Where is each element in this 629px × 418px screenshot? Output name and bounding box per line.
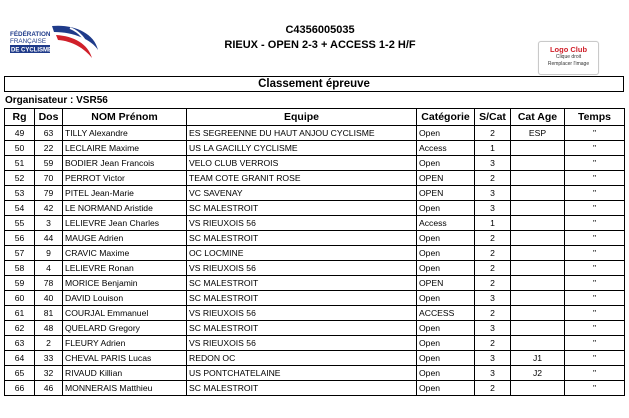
club-logo-hint-2: Remplacer l'image bbox=[547, 61, 590, 67]
cell-team: SC MALESTROIT bbox=[187, 201, 417, 216]
cell-time: " bbox=[565, 171, 625, 186]
race-title: RIEUX - OPEN 2-3 + ACCESS 1-2 H/F bbox=[224, 39, 416, 51]
cell-rank: 62 bbox=[5, 321, 35, 336]
cell-bib: 4 bbox=[35, 261, 63, 276]
cell-age-category bbox=[511, 201, 565, 216]
cell-team: VELO CLUB VERROIS bbox=[187, 156, 417, 171]
cell-bib: 42 bbox=[35, 201, 63, 216]
cell-team: SC MALESTROIT bbox=[187, 291, 417, 306]
cell-team: VS RIEUXOIS 56 bbox=[187, 216, 417, 231]
svg-text:DE CYCLISME: DE CYCLISME bbox=[11, 47, 53, 54]
cell-subcategory: 3 bbox=[475, 186, 511, 201]
cell-category: OPEN bbox=[417, 186, 475, 201]
table-row bbox=[5, 171, 625, 186]
table-row bbox=[5, 126, 625, 141]
cell-category: Open bbox=[417, 351, 475, 366]
cell-bib: 32 bbox=[35, 366, 63, 381]
cell-time: " bbox=[565, 321, 625, 336]
cell-category: Open bbox=[417, 126, 475, 141]
cell-subcategory: 3 bbox=[475, 291, 511, 306]
cell-rank: 63 bbox=[5, 336, 35, 351]
col-header-subcategory: S/Cat bbox=[475, 109, 511, 126]
cell-team: VS RIEUXOIS 56 bbox=[187, 261, 417, 276]
cell-age-category bbox=[511, 171, 565, 186]
cell-time: " bbox=[565, 291, 625, 306]
cell-name: CHEVAL PARIS Lucas bbox=[63, 351, 187, 366]
table-row bbox=[5, 141, 625, 156]
table-row bbox=[5, 201, 625, 216]
cell-bib: 22 bbox=[35, 141, 63, 156]
results-body bbox=[5, 126, 625, 396]
cell-name: LELIEVRE Ronan bbox=[63, 261, 187, 276]
cell-subcategory: 2 bbox=[475, 246, 511, 261]
cell-rank: 50 bbox=[5, 141, 35, 156]
cell-bib: 40 bbox=[35, 291, 63, 306]
table-row bbox=[5, 231, 625, 246]
cell-team: REDON OC bbox=[187, 351, 417, 366]
cell-category: Open bbox=[417, 156, 475, 171]
cell-time: " bbox=[565, 156, 625, 171]
cell-age-category bbox=[511, 231, 565, 246]
col-header-age-category: Cat Age bbox=[511, 109, 565, 126]
cell-bib: 2 bbox=[35, 336, 63, 351]
cell-name: RIVAUD Killian bbox=[63, 366, 187, 381]
cell-subcategory: 1 bbox=[475, 216, 511, 231]
results-banner: Classement épreuve bbox=[4, 76, 624, 92]
cell-bib: 44 bbox=[35, 231, 63, 246]
col-header-category: Catégorie bbox=[417, 109, 475, 126]
table-row bbox=[5, 321, 625, 336]
cell-name: QUELARD Gregory bbox=[63, 321, 187, 336]
cell-category: Access bbox=[417, 216, 475, 231]
cell-time: " bbox=[565, 276, 625, 291]
table-header-row bbox=[5, 109, 625, 126]
cell-rank: 65 bbox=[5, 366, 35, 381]
cell-category: ACCESS bbox=[417, 306, 475, 321]
club-logo-title: Logo Club bbox=[549, 45, 588, 54]
cell-bib: 78 bbox=[35, 276, 63, 291]
cell-name: MONNERAIS Matthieu bbox=[63, 381, 187, 396]
cell-bib: 46 bbox=[35, 381, 63, 396]
cell-team: VS RIEUXOIS 56 bbox=[187, 306, 417, 321]
cell-age-category: J1 bbox=[511, 351, 565, 366]
cell-age-category bbox=[511, 306, 565, 321]
cell-bib: 48 bbox=[35, 321, 63, 336]
cell-rank: 53 bbox=[5, 186, 35, 201]
cell-rank: 52 bbox=[5, 171, 35, 186]
table-row bbox=[5, 216, 625, 231]
cell-team: VC SAVENAY bbox=[187, 186, 417, 201]
cell-subcategory: 2 bbox=[475, 336, 511, 351]
cell-name: FLEURY Adrien bbox=[63, 336, 187, 351]
cell-category: Open bbox=[417, 261, 475, 276]
cell-time: " bbox=[565, 366, 625, 381]
svg-text:FÉDÉRATION: FÉDÉRATION bbox=[10, 31, 51, 38]
cell-subcategory: 3 bbox=[475, 156, 511, 171]
cell-category: OPEN bbox=[417, 171, 475, 186]
cell-category: Open bbox=[417, 246, 475, 261]
cell-time: " bbox=[565, 216, 625, 231]
table-row bbox=[5, 336, 625, 351]
table-row bbox=[5, 306, 625, 321]
cell-rank: 58 bbox=[5, 261, 35, 276]
cell-category: Open bbox=[417, 201, 475, 216]
cell-rank: 66 bbox=[5, 381, 35, 396]
cell-subcategory: 2 bbox=[475, 171, 511, 186]
cell-bib: 63 bbox=[35, 126, 63, 141]
cell-age-category bbox=[511, 291, 565, 306]
cell-category: Open bbox=[417, 321, 475, 336]
cell-subcategory: 2 bbox=[475, 126, 511, 141]
col-header-team: Equipe bbox=[187, 109, 417, 126]
cell-rank: 54 bbox=[5, 201, 35, 216]
cell-name: BODIER Jean Francois bbox=[63, 156, 187, 171]
col-header-time: Temps bbox=[565, 109, 625, 126]
cell-age-category: J2 bbox=[511, 366, 565, 381]
cell-bib: 79 bbox=[35, 186, 63, 201]
cell-category: OPEN bbox=[417, 276, 475, 291]
cell-age-category bbox=[511, 141, 565, 156]
cell-team: SC MALESTROIT bbox=[187, 321, 417, 336]
svg-text:FRANÇAISE: FRANÇAISE bbox=[10, 38, 47, 45]
cell-team: US PONTCHATELAINE bbox=[187, 366, 417, 381]
cell-bib: 70 bbox=[35, 171, 63, 186]
cell-rank: 64 bbox=[5, 351, 35, 366]
cell-age-category bbox=[511, 381, 565, 396]
cell-name: TILLY Alexandre bbox=[63, 126, 187, 141]
cell-bib: 81 bbox=[35, 306, 63, 321]
cell-time: " bbox=[565, 261, 625, 276]
cell-name: LELIEVRE Jean Charles bbox=[63, 216, 187, 231]
cell-age-category bbox=[511, 246, 565, 261]
cell-category: Open bbox=[417, 336, 475, 351]
club-logo-placeholder[interactable] bbox=[538, 41, 599, 75]
table-row bbox=[5, 186, 625, 201]
cell-rank: 49 bbox=[5, 126, 35, 141]
cell-time: " bbox=[565, 141, 625, 156]
cell-name: DAVID Louison bbox=[63, 291, 187, 306]
cell-subcategory: 2 bbox=[475, 306, 511, 321]
cell-rank: 59 bbox=[5, 276, 35, 291]
cell-time: " bbox=[565, 126, 625, 141]
cell-subcategory: 2 bbox=[475, 261, 511, 276]
cell-category: Open bbox=[417, 231, 475, 246]
table-row bbox=[5, 381, 625, 396]
cell-time: " bbox=[565, 336, 625, 351]
cell-bib: 33 bbox=[35, 351, 63, 366]
cell-subcategory: 3 bbox=[475, 321, 511, 336]
cell-age-category bbox=[511, 156, 565, 171]
cell-category: Open bbox=[417, 381, 475, 396]
cell-name: MAUGE Adrien bbox=[63, 231, 187, 246]
cell-age-category bbox=[511, 216, 565, 231]
table-row bbox=[5, 276, 625, 291]
cell-team: SC MALESTROIT bbox=[187, 231, 417, 246]
cell-age-category bbox=[511, 261, 565, 276]
cell-rank: 51 bbox=[5, 156, 35, 171]
col-header-bib: Dos bbox=[35, 109, 63, 126]
cell-age-category: ESP bbox=[511, 126, 565, 141]
results-table bbox=[4, 108, 625, 396]
cell-age-category bbox=[511, 276, 565, 291]
table-row bbox=[5, 246, 625, 261]
cell-age-category bbox=[511, 186, 565, 201]
cell-team: VS RIEUXOIS 56 bbox=[187, 336, 417, 351]
cell-rank: 60 bbox=[5, 291, 35, 306]
cell-name: PITEL Jean-Marie bbox=[63, 186, 187, 201]
cell-bib: 3 bbox=[35, 216, 63, 231]
cell-time: " bbox=[565, 246, 625, 261]
cell-time: " bbox=[565, 231, 625, 246]
cell-name: LECLAIRE Maxime bbox=[63, 141, 187, 156]
table-row bbox=[5, 156, 625, 171]
club-logo-hint: Clique droit bbox=[555, 54, 582, 60]
table-row bbox=[5, 366, 625, 381]
cell-category: Open bbox=[417, 366, 475, 381]
cell-name: COURJAL Emmanuel bbox=[63, 306, 187, 321]
cell-team: US LA GACILLY CYCLISME bbox=[187, 141, 417, 156]
cell-time: " bbox=[565, 186, 625, 201]
cell-category: Open bbox=[417, 291, 475, 306]
cell-subcategory: 2 bbox=[475, 276, 511, 291]
cell-subcategory: 3 bbox=[475, 366, 511, 381]
table-row bbox=[5, 351, 625, 366]
cell-time: " bbox=[565, 381, 625, 396]
cell-time: " bbox=[565, 351, 625, 366]
cell-name: MORICE Benjamin bbox=[63, 276, 187, 291]
cell-bib: 59 bbox=[35, 156, 63, 171]
race-code: C4356005035 bbox=[285, 24, 355, 36]
cell-time: " bbox=[565, 306, 625, 321]
col-header-rank: Rg bbox=[5, 109, 35, 126]
col-header-name: NOM Prénom bbox=[63, 109, 187, 126]
cell-subcategory: 3 bbox=[475, 351, 511, 366]
cell-team: TEAM COTE GRANIT ROSE bbox=[187, 171, 417, 186]
cell-subcategory: 3 bbox=[475, 201, 511, 216]
cell-subcategory: 1 bbox=[475, 141, 511, 156]
cell-rank: 56 bbox=[5, 231, 35, 246]
cell-name: LE NORMAND Aristide bbox=[63, 201, 187, 216]
cell-team: OC LOCMINE bbox=[187, 246, 417, 261]
table-row bbox=[5, 261, 625, 276]
cell-category: Access bbox=[417, 141, 475, 156]
cell-bib: 9 bbox=[35, 246, 63, 261]
cell-rank: 57 bbox=[5, 246, 35, 261]
cell-age-category bbox=[511, 336, 565, 351]
organizer-label: Organisateur : VSR56 bbox=[5, 95, 108, 106]
federation-logo bbox=[8, 22, 104, 66]
cell-team: ES SEGREENNE DU HAUT ANJOU CYCLISME bbox=[187, 126, 417, 141]
cell-rank: 55 bbox=[5, 216, 35, 231]
cell-rank: 61 bbox=[5, 306, 35, 321]
cell-team: SC MALESTROIT bbox=[187, 381, 417, 396]
cell-name: CRAVIC Maxime bbox=[63, 246, 187, 261]
cell-subcategory: 2 bbox=[475, 381, 511, 396]
cell-subcategory: 2 bbox=[475, 231, 511, 246]
cell-time: " bbox=[565, 201, 625, 216]
cell-name: PERROT Victor bbox=[63, 171, 187, 186]
cell-team: SC MALESTROIT bbox=[187, 276, 417, 291]
table-row bbox=[5, 291, 625, 306]
cell-age-category bbox=[511, 321, 565, 336]
